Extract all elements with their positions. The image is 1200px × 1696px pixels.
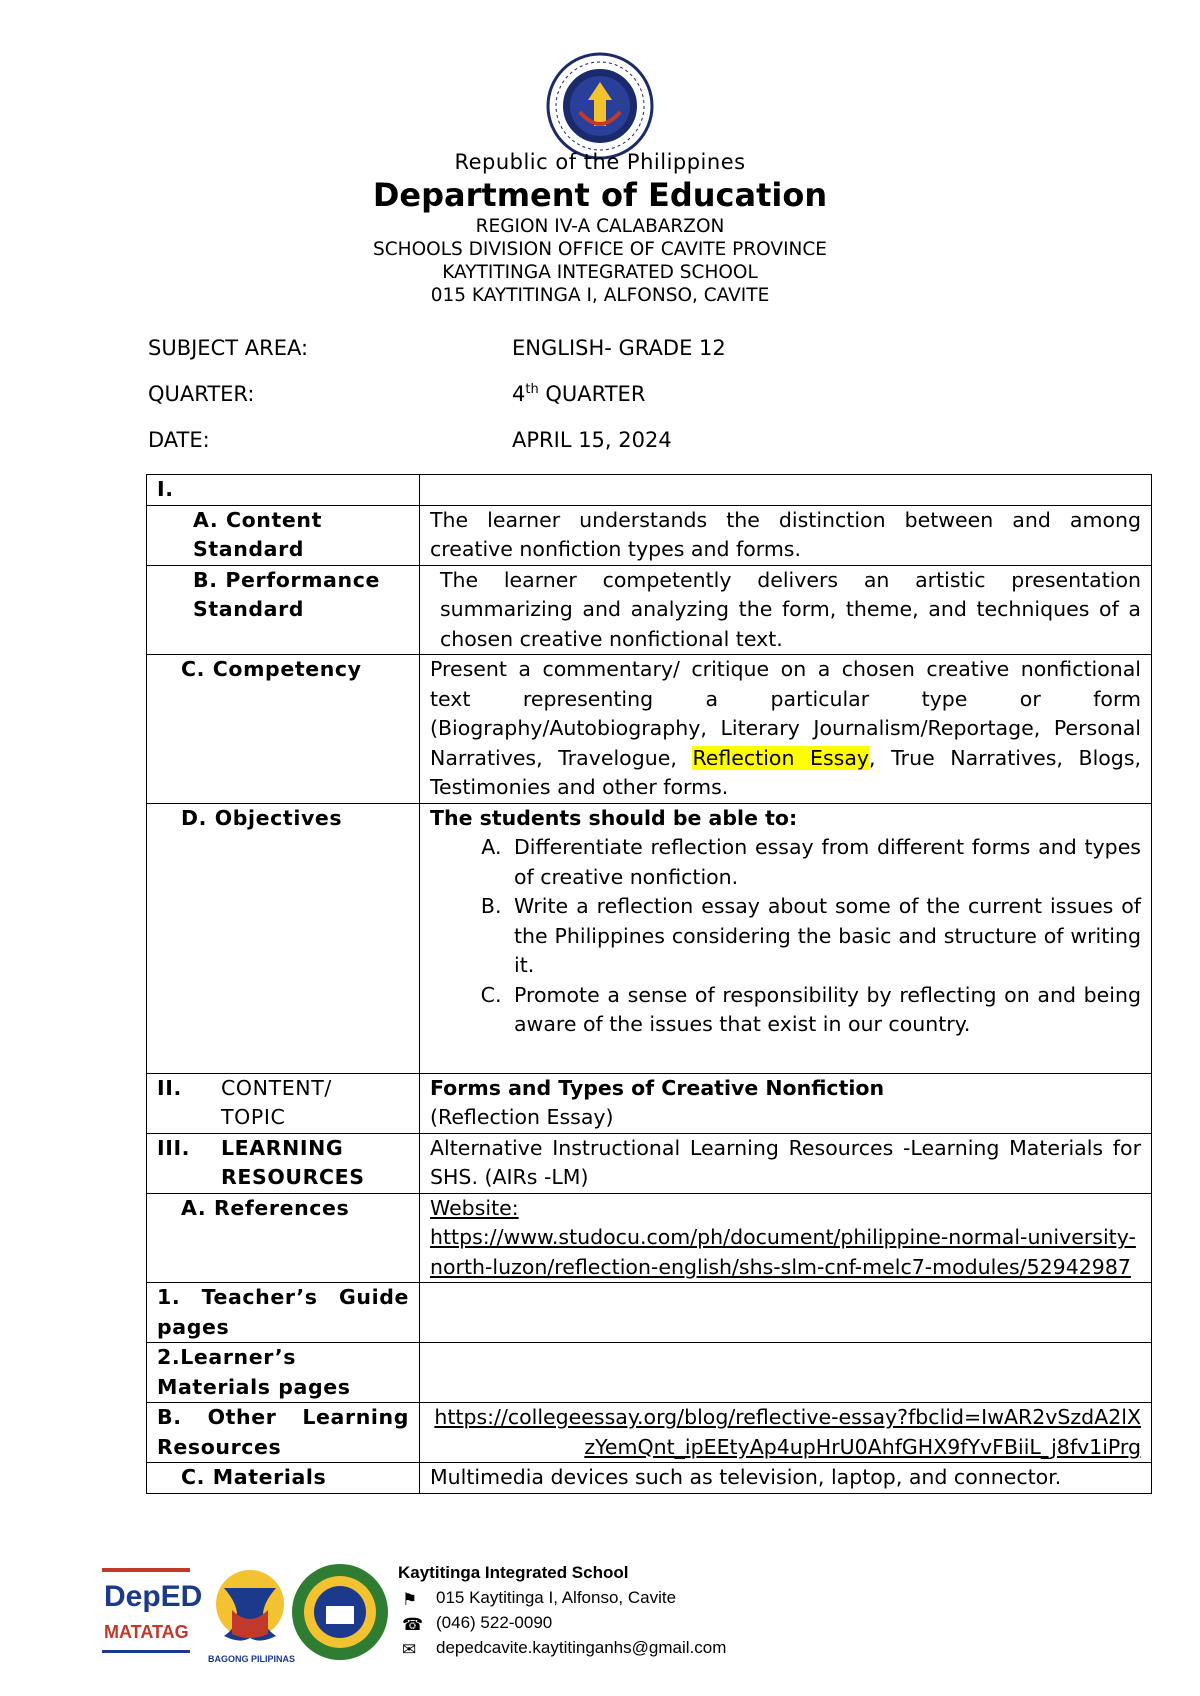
date-value: APRIL 15, 2024 xyxy=(512,428,672,452)
materials-label: C. Materials xyxy=(181,1465,327,1489)
lesson-plan-table xyxy=(146,474,1152,1494)
deped-logo-text: DepED xyxy=(104,1580,203,1613)
competency-label: C. Competency xyxy=(181,657,362,681)
quarter-value: 4th QUARTER xyxy=(512,382,646,406)
content-topic-label: II. CONTENT/ TOPIC xyxy=(147,1073,420,1133)
table-row xyxy=(147,655,1152,804)
footer-address: 015 Kaytitinga I, Alfonso, Cavite xyxy=(436,1588,677,1607)
other-resources-label: B. Other Learning Resources xyxy=(147,1403,420,1463)
footer-contact xyxy=(398,1560,726,1660)
division-line: SCHOOLS DIVISION OFFICE OF CAVITE PROVINCE xyxy=(373,239,827,260)
objective-a: A. Differentiate reflection essay from different forms and types of creative nonfiction. xyxy=(508,833,1141,892)
learners-materials-label: 2.Learner’s Materials pages xyxy=(147,1343,420,1403)
performance-standard-label: B. Performance Standard xyxy=(193,567,380,621)
school-line: KAYTITINGA INTEGRATED SCHOOL xyxy=(442,262,758,283)
content-standard-text: The learner understands the distinction between and among creative nonfiction types and forms. xyxy=(420,505,1152,565)
table-row xyxy=(147,1133,1152,1193)
content-topic-title: Forms and Types of Creative Nonfiction xyxy=(430,1075,885,1100)
content-topic-sub: (Reflection Essay) xyxy=(430,1105,614,1129)
phone-icon: ☎ xyxy=(402,1615,424,1634)
table-row xyxy=(147,1283,1152,1343)
table-row xyxy=(147,1463,1152,1494)
email-icon: ✉ xyxy=(402,1640,417,1659)
date-label: DATE: xyxy=(148,428,210,452)
objective-b: B. Write a reflection essay about some of the current issues of the Philippines considering the basic and structure of writing it. xyxy=(508,892,1141,981)
learning-resources-text: Alternative Instructional Learning Resources -Learning Materials for SHS. (AIRs -LM) xyxy=(420,1133,1152,1193)
table-row xyxy=(147,1403,1152,1463)
bagong-pilipinas-text: BAGONG PILIPINAS xyxy=(208,1654,296,1664)
footer-email[interactable]: depedcavite.kaytitinganhs@gmail.com xyxy=(436,1638,727,1657)
studocu-link[interactable]: https://www.studocu.com/ph/document/philippine-normal-university-north-luzon/reflection-english/shs-slm-cnf-melc7-modules/52942987 xyxy=(430,1225,1136,1279)
website-link-label[interactable]: Website: xyxy=(430,1195,519,1220)
subject-value: ENGLISH- GRADE 12 xyxy=(512,336,726,360)
table-row xyxy=(147,475,1152,506)
table-row xyxy=(147,1343,1152,1403)
bagong-pilipinas-logo xyxy=(208,1570,295,1664)
table-row xyxy=(147,1073,1152,1133)
materials-text: Multimedia devices such as television, laptop, and connector. xyxy=(420,1463,1152,1494)
deped-seal-logo xyxy=(546,52,654,160)
table-row xyxy=(147,565,1152,655)
section-roman-i: I. xyxy=(147,475,420,506)
objectives-list xyxy=(430,833,1141,1040)
address-line: 015 KAYTITINGA I, ALFONSO, CAVITE xyxy=(430,285,770,306)
table-row xyxy=(147,803,1152,1073)
matatag-logo-text: MATATAG xyxy=(104,1622,189,1642)
learning-resources-label: III. LEARNING RESOURCES xyxy=(147,1133,420,1193)
subject-label: SUBJECT AREA: xyxy=(148,336,309,360)
quarter-label: QUARTER: xyxy=(148,382,255,406)
kaytitinga-school-logo xyxy=(292,1564,388,1660)
footer-logos xyxy=(100,1558,390,1668)
highlighted-reflection-essay: Reflection Essay xyxy=(692,745,870,770)
collegeessay-link[interactable]: https://collegeessay.org/blog/reflective-essay?fbclid=IwAR2vSzdA2lXzYemQnt_ipEEtyAp4upHrU0AhfGHX9fYvFBiiL_j8fv1iPrg xyxy=(434,1405,1141,1459)
objectives-label: D. Objectives xyxy=(181,805,343,830)
region-line: REGION IV-A CALABARZON xyxy=(475,216,725,237)
competency-text: Present a commentary/ critique on a chosen creative nonfictional text representing a particular type or form (Biography/Autobiography, Literary Journalism/Reportage, Personal Narratives, Travelogue, Reflection Essay, True Narratives, Blogs, Testimonies and other forms. xyxy=(420,655,1152,804)
footer-phone: (046) 522-0090 xyxy=(436,1613,553,1632)
republic-line: Republic of the Philippines xyxy=(454,150,746,174)
table-row xyxy=(147,505,1152,565)
footer-school-name: Kaytitinga Integrated School xyxy=(398,1563,629,1582)
content-standard-label: A. Content Standard xyxy=(193,507,322,561)
objectives-cell xyxy=(420,803,1152,1073)
department-title: Department of Education xyxy=(372,176,828,214)
objectives-intro: The students should be able to: xyxy=(430,805,798,830)
teachers-guide-label: 1. Teacher’s Guide pages xyxy=(147,1283,420,1343)
performance-standard-text: The learner competently delivers an artistic presentation summarizing and analyzing the form, theme, and techniques of a chosen creative nonfictional text. xyxy=(420,565,1152,655)
deped-matatag-logo xyxy=(102,1568,202,1653)
objective-c: C. Promote a sense of responsibility by reflecting on and being aware of the issues that exist in our country. xyxy=(508,981,1141,1040)
references-label: A. References xyxy=(181,1195,350,1220)
location-icon: ⚑ xyxy=(402,1590,418,1609)
table-row xyxy=(147,1193,1152,1283)
